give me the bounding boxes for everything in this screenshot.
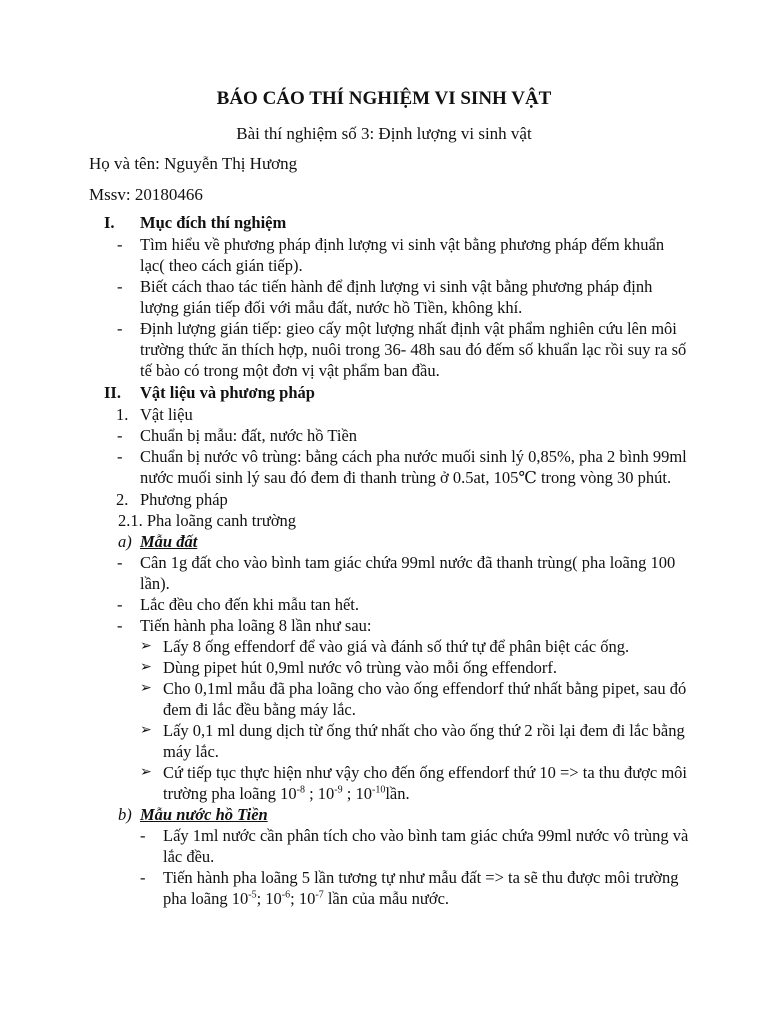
step-text: Cứ tiếp tục thực hiện như vậy cho đến ống effendorf thứ 10 => ta thu được môi trường pha loãng $10^{-8}$ ; $10^{-9}$ ; $10^{-10}lần$. bbox=[163, 763, 688, 803]
section-title: Vật liệu và phương pháp bbox=[140, 383, 315, 402]
subsection-heading bbox=[100, 804, 690, 825]
method-heading: 2.1. Pha loãng canh trường bbox=[118, 511, 297, 530]
dash-bullet: - bbox=[117, 553, 123, 572]
list-item bbox=[100, 552, 690, 594]
item-number: 1. bbox=[116, 405, 129, 424]
dash-bullet: - bbox=[117, 595, 123, 614]
subsection-title: Mẫu đất bbox=[140, 532, 198, 551]
step-text: Lấy 0,1 ml dung dịch từ ống thứ nhất cho vào ống thứ 2 rồi lại đem đi lắc bằng máy lắc. bbox=[163, 721, 685, 761]
step-item bbox=[100, 636, 690, 657]
list-item-text: Tìm hiểu về phương pháp định lượng vi sinh vật bằng phương pháp đếm khuẩn lạc( theo cách gián tiếp). bbox=[140, 235, 665, 275]
arrow-head-icon: ➢ bbox=[140, 765, 152, 780]
student-name: Họ và tên: Nguyễn Thị Hương bbox=[89, 154, 298, 173]
list-item bbox=[100, 234, 690, 276]
numbered-heading-label: Vật liệu bbox=[140, 405, 193, 424]
step-text: Dùng pipet hút 0,9ml nước vô trùng vào mỗi ống effendorf. bbox=[163, 658, 558, 677]
section-heading bbox=[100, 382, 690, 403]
student-id: Mssv: 20180466 bbox=[89, 185, 203, 204]
list-item bbox=[100, 318, 690, 381]
subsection-title: Mẫu nước hồ Tiền bbox=[140, 805, 268, 824]
list-item bbox=[100, 276, 690, 318]
list-item bbox=[100, 425, 690, 446]
subsection-letter: a) bbox=[118, 532, 132, 551]
section-number: I. bbox=[104, 213, 115, 232]
dash-bullet: - bbox=[117, 235, 123, 254]
list-item bbox=[100, 594, 690, 615]
dash-bullet: - bbox=[117, 616, 123, 635]
step-text: Lấy 8 ống effendorf để vào giá và đánh số thứ tự để phân biệt các ống. bbox=[163, 637, 630, 656]
dash-bullet: - bbox=[117, 447, 123, 466]
section-number: II. bbox=[104, 383, 121, 402]
numbered-heading-label: Phương pháp bbox=[140, 490, 228, 509]
dash-bullet: - bbox=[117, 426, 123, 445]
step-item bbox=[100, 678, 690, 720]
list-item bbox=[100, 825, 690, 867]
numbered-heading bbox=[100, 489, 690, 510]
list-item bbox=[100, 867, 690, 909]
list-item-text: Biết cách thao tác tiến hành để định lượng vi sinh vật bằng phương pháp định lượng gián tiếp đối với mẫu đất, nước hồ Tiền, không khí. bbox=[140, 277, 653, 317]
list-item-text: Chuẩn bị mẫu: đất, nước hồ Tiền bbox=[140, 426, 358, 445]
list-item bbox=[100, 446, 690, 488]
dash-bullet: - bbox=[117, 319, 123, 338]
dash-bullet: - bbox=[117, 277, 123, 296]
step-item bbox=[100, 720, 690, 762]
arrow-head-icon: ➢ bbox=[140, 681, 152, 696]
subsection-letter: b) bbox=[118, 805, 132, 824]
list-item-text: Định lượng gián tiếp: gieo cấy một lượng nhất định vật phẩm nghiên cứu lên môi trường thức ăn thích hợp, nuôi trong 36- 48h sau đó đếm số khuẩn lạc rồi suy ra số tế bào có trong một đơn vị vật phẩm ban đầu. bbox=[140, 319, 687, 380]
document-subtitle: Bài thí nghiệm số 3: Định lượng vi sinh vật bbox=[236, 124, 532, 143]
list-item-text: Lấy 1ml nước cần phân tích cho vào bình tam giác chứa 99ml nước vô trùng và lắc đều. bbox=[163, 826, 689, 866]
list-item bbox=[100, 615, 690, 636]
list-item-text: Cân 1g đất cho vào bình tam giác chứa 99ml nước đã thanh trùng( pha loãng 100 lần). bbox=[140, 553, 676, 593]
document-title: BÁO CÁO THÍ NGHIỆM VI SINH VẬT bbox=[216, 88, 552, 109]
step-text: Cho 0,1ml mẫu đã pha loãng cho vào ống effendorf thứ nhất bằng pipet, sau đó đem đi lắc đều bằng máy lắc. bbox=[163, 679, 687, 719]
subsection-heading bbox=[100, 531, 690, 552]
list-item-text: Tiến hành pha loãng 8 lần như sau: bbox=[140, 616, 372, 635]
section-title: Mục đích thí nghiệm bbox=[140, 213, 287, 232]
step-item bbox=[100, 762, 690, 804]
arrow-head-icon: ➢ bbox=[140, 639, 152, 654]
list-item-text: Chuẩn bị nước vô trùng: bằng cách pha nước muối sinh lý 0,85%, pha 2 bình 99ml nước muối sinh lý sau đó đem đi thanh trùng ở 0.5at, 105℃ trong vòng 30 phút. bbox=[140, 447, 687, 487]
numbered-heading bbox=[100, 404, 690, 425]
step-item bbox=[100, 657, 690, 678]
arrow-head-icon: ➢ bbox=[140, 723, 152, 738]
dash-bullet: - bbox=[140, 826, 146, 845]
arrow-head-icon: ➢ bbox=[140, 660, 152, 675]
section-heading bbox=[100, 212, 690, 233]
list-item-text: Tiến hành pha loãng 5 lần tương tự như mẫu đất => ta sẽ thu được môi trường pha loãng $10^{-5}$; $10^{-6}$; $10^{-7}$ lần của mẫu nước. bbox=[163, 868, 679, 908]
dash-bullet: - bbox=[140, 868, 146, 887]
report-body bbox=[100, 212, 690, 909]
item-number: 2. bbox=[116, 490, 129, 509]
list-item-text: Lắc đều cho đến khi mẫu tan hết. bbox=[140, 595, 360, 614]
